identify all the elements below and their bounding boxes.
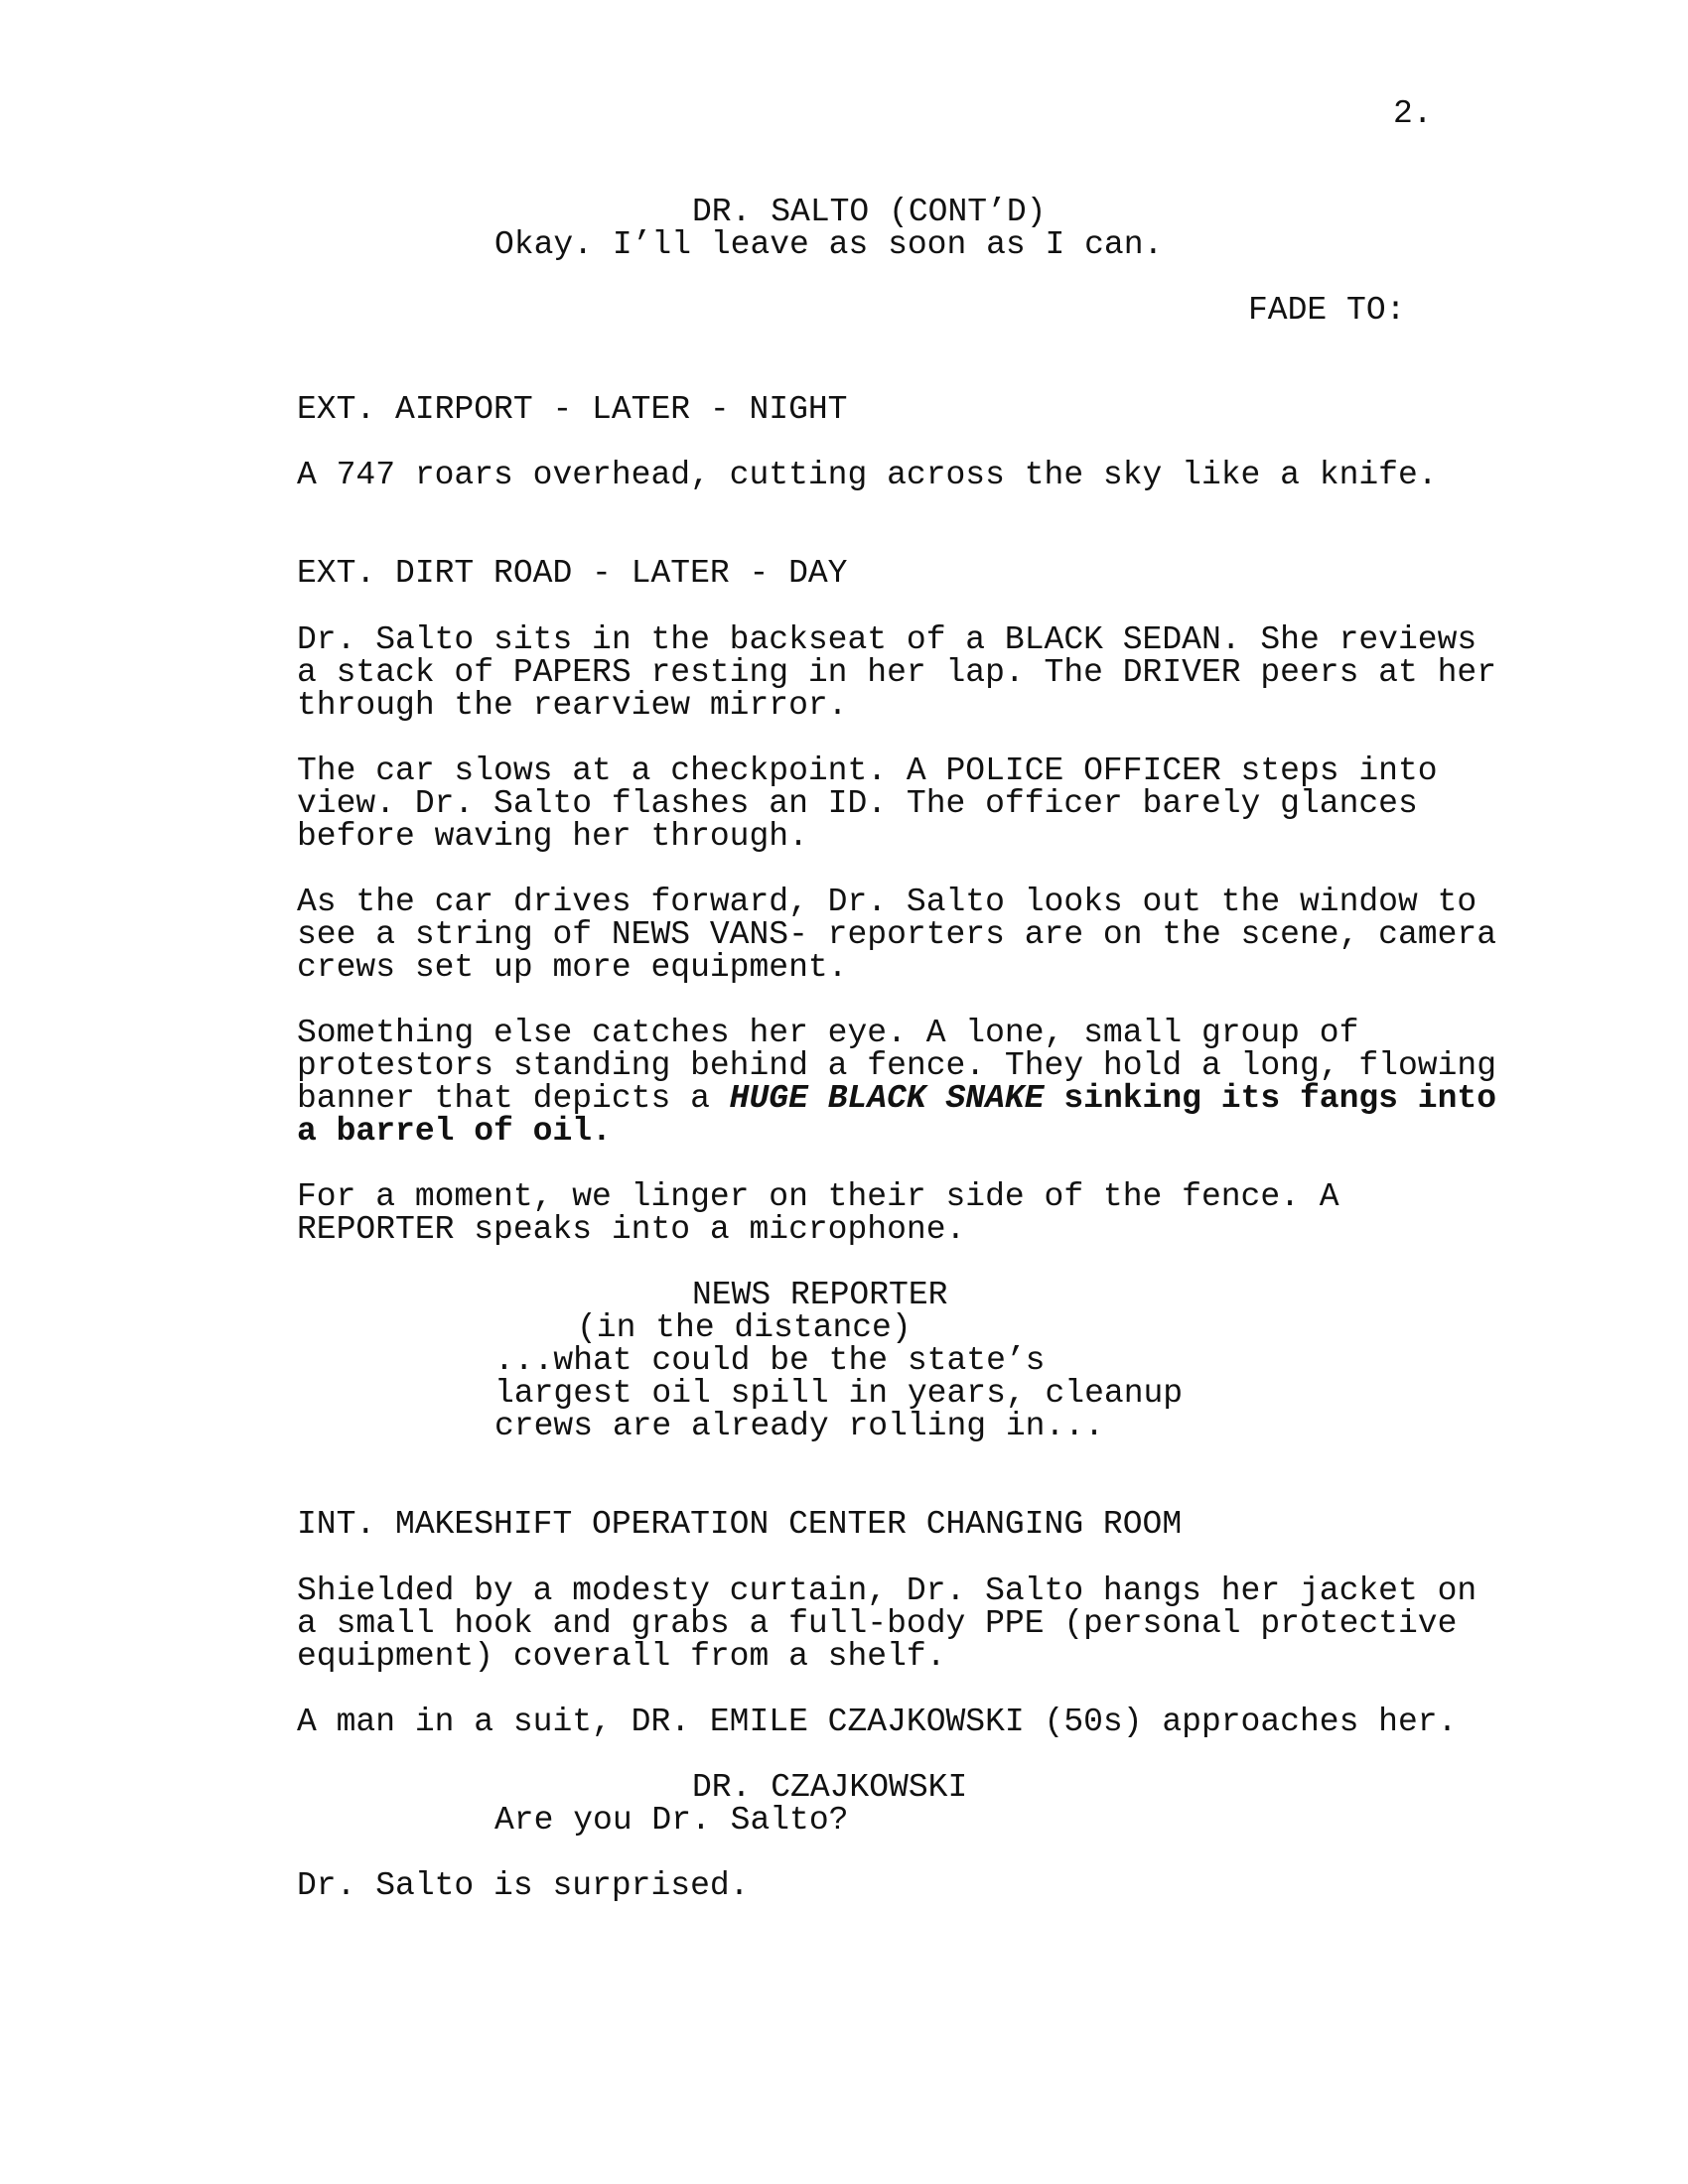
dialogue-line: ...what could be the state’s xyxy=(494,1342,1046,1379)
action-line: protestors standing behind a fence. They hold a long, flowing xyxy=(297,1047,1496,1084)
character-cue-dr-czajkowski: DR. CZAJKOWSKI xyxy=(692,1769,968,1806)
action-line: Something else catches her eye. A lone, small group of xyxy=(297,1015,1359,1051)
scene-heading-airport: EXT. AIRPORT - LATER - NIGHT xyxy=(297,391,848,428)
action-line: a small hook and grabs a full-body PPE (personal protective xyxy=(297,1605,1458,1642)
bold-italic-text: HUGE BLACK SNAKE xyxy=(729,1080,1045,1117)
dialogue-line: largest oil spill in years, cleanup xyxy=(494,1375,1184,1412)
bold-text: sinking its fangs into xyxy=(1044,1080,1497,1117)
action-line: A man in a suit, DR. EMILE CZAJKOWSKI (50s) approaches her. xyxy=(297,1704,1458,1740)
page-number: 2. xyxy=(1393,95,1433,132)
action-line: a stack of PAPERS resting in her lap. The DRIVER peers at her xyxy=(297,654,1496,691)
action-line: before waving her through. xyxy=(297,818,808,855)
action-line: Dr. Salto is surprised. xyxy=(297,1867,750,1904)
character-cue-dr-salto: DR. SALTO (CONT’D) xyxy=(692,194,1047,230)
action-line: REPORTER speaks into a microphone. xyxy=(297,1211,966,1248)
dialogue-dr-czajkowski: Are you Dr. Salto? xyxy=(494,1802,849,1839)
action-line-banner xyxy=(297,1082,1496,1115)
action-line: through the rearview mirror. xyxy=(297,687,848,724)
action-line: view. Dr. Salto flashes an ID. The officer barely glances xyxy=(297,785,1418,822)
action-airport: A 747 roars overhead, cutting across the sky like a knife. xyxy=(297,457,1438,493)
action-line: Dr. Salto sits in the backseat of a BLACK SEDAN. She reviews xyxy=(297,621,1477,658)
plain-text: banner that depicts a xyxy=(297,1080,730,1117)
scene-heading-operation-center: INT. MAKESHIFT OPERATION CENTER CHANGING ROOM xyxy=(297,1506,1183,1543)
action-line: Shielded by a modesty curtain, Dr. Salto hangs her jacket on xyxy=(297,1572,1477,1609)
character-cue-news-reporter: NEWS REPORTER xyxy=(692,1277,948,1313)
action-line: crews set up more equipment. xyxy=(297,949,848,986)
transition-fade-to: FADE TO: xyxy=(1248,292,1406,329)
action-line: For a moment, we linger on their side of the fence. A xyxy=(297,1178,1339,1215)
dialogue-line: crews are already rolling in... xyxy=(494,1408,1104,1444)
action-line: The car slows at a checkpoint. A POLICE OFFICER steps into xyxy=(297,752,1438,789)
action-line: equipment) coverall from a shelf. xyxy=(297,1638,946,1675)
action-line-bold xyxy=(297,1115,612,1148)
action-line: As the car drives forward, Dr. Salto looks out the window to xyxy=(297,884,1477,920)
parenthetical: (in the distance) xyxy=(577,1309,912,1346)
scene-heading-dirt-road: EXT. DIRT ROAD - LATER - DAY xyxy=(297,555,848,592)
bold-text: a barrel of oil. xyxy=(297,1113,612,1150)
dialogue-dr-salto: Okay. I’ll leave as soon as I can. xyxy=(494,226,1164,263)
action-line: see a string of NEWS VANS- reporters are on the scene, camera xyxy=(297,916,1496,953)
